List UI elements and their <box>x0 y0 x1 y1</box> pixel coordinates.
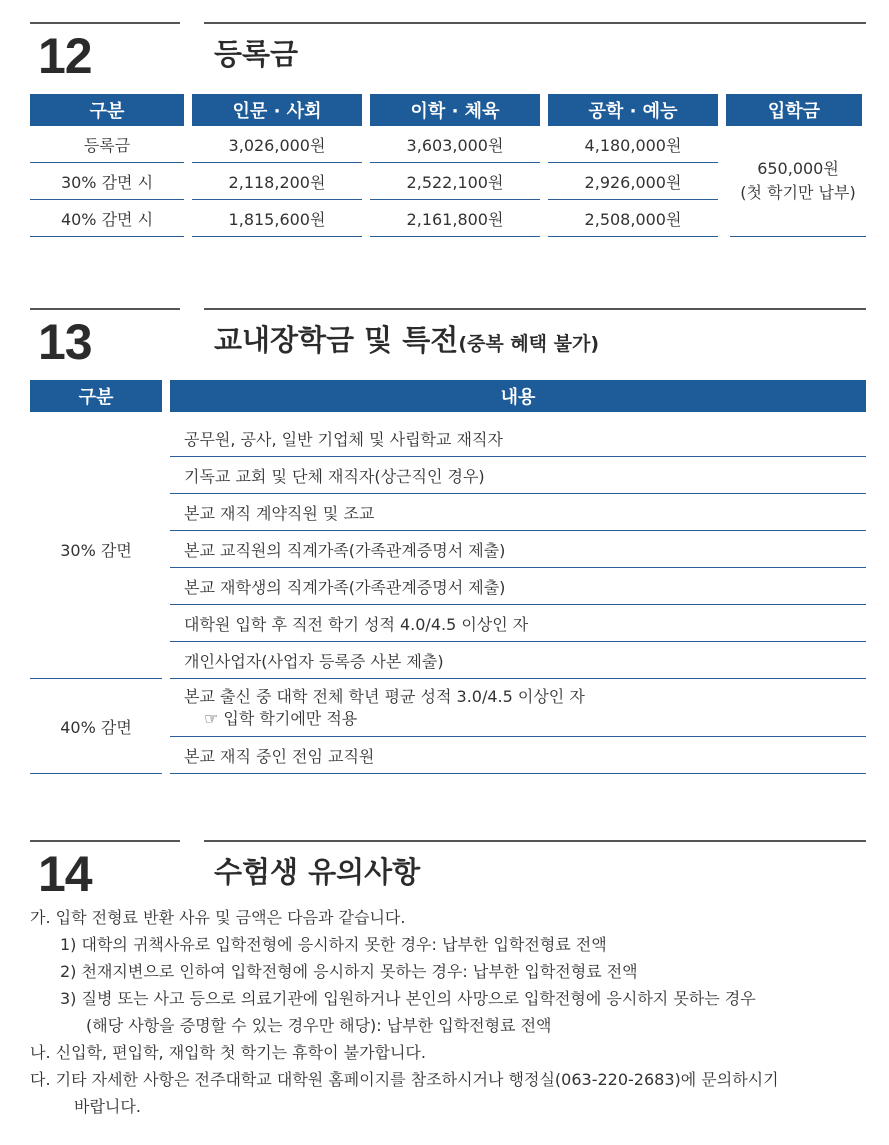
header-category: 구분 <box>30 380 162 412</box>
notice-subitem: 3) 질병 또는 사고 등으로 의료기관에 입원하거나 본인의 사망으로 입학전형에 응시하지 못하는 경우 <box>60 989 756 1008</box>
notice-list <box>30 904 866 1120</box>
notice-subitem-continued: (해당 사항을 증명할 수 있는 경우만 해당): 납부한 입학전형료 전액 <box>86 1016 552 1035</box>
value-science: 2,161,800원 <box>370 200 540 237</box>
divider <box>30 22 180 24</box>
section-notices <box>30 840 866 1140</box>
group-label: 30% 감면 <box>30 420 162 679</box>
value-humanities: 1,815,600원 <box>192 200 362 237</box>
section-header <box>30 308 866 374</box>
section-title: 수험생 유의사항 <box>214 855 421 889</box>
value-engineering: 4,180,000원 <box>548 126 718 163</box>
list-item: 기독교 교회 및 단체 재직자(상근직인 경우) <box>170 457 866 494</box>
list-item: 본교 교직원의 직계가족(가족관계증명서 제출) <box>170 531 866 568</box>
header-science: 이학 · 체육 <box>370 94 540 126</box>
item-text: 본교 출신 중 대학 전체 학년 평균 성적 3.0/4.5 이상인 자 <box>184 686 585 706</box>
group-label: 40% 감면 <box>30 679 162 774</box>
notice-item: 나. 신입학, 편입학, 재입학 첫 학기는 휴학이 불가합니다. <box>30 1043 426 1062</box>
section-number: 14 <box>38 846 92 902</box>
item-note: ☞ 입학 학기에만 적용 <box>204 708 358 728</box>
value-engineering: 2,926,000원 <box>548 163 718 200</box>
section-title-main: 교내장학금 및 특전 <box>214 323 459 357</box>
section-title: 등록금 <box>214 37 299 71</box>
group-40-percent <box>30 679 866 774</box>
header-category: 구분 <box>30 94 184 126</box>
header-engineering: 공학 · 예능 <box>548 94 718 126</box>
section-header <box>30 840 866 906</box>
list-item: 본교 재직 중인 전임 교직원 <box>170 737 866 774</box>
list-item: 본교 재직 계약직원 및 조교 <box>170 494 866 531</box>
notice-item: 가. 입학 전형료 반환 사유 및 금액은 다음과 같습니다. <box>30 908 406 927</box>
section-number: 12 <box>38 28 92 84</box>
notice-item-continued: 바랍니다. <box>74 1097 141 1116</box>
row-label: 등록금 <box>30 126 184 163</box>
row-label: 30% 감면 시 <box>30 163 184 200</box>
tuition-table <box>30 94 866 237</box>
list-item: 대학원 입학 후 직전 학기 성적 4.0/4.5 이상인 자 <box>170 605 866 642</box>
scholarship-table <box>30 380 866 774</box>
admission-fee-cell <box>730 126 866 237</box>
admission-fee-value: 650,000원 <box>757 159 839 178</box>
list-item: 공무원, 공사, 일반 기업체 및 사립학교 재직자 <box>170 420 866 457</box>
table-row <box>30 200 726 237</box>
header-admission-fee: 입학금 <box>726 94 862 126</box>
section-header <box>30 22 866 88</box>
value-science: 2,522,100원 <box>370 163 540 200</box>
list-item: 본교 재학생의 직계가족(가족관계증명서 제출) <box>170 568 866 605</box>
section-scholarship <box>30 308 866 778</box>
value-humanities: 2,118,200원 <box>192 163 362 200</box>
divider <box>30 840 180 842</box>
list-item <box>170 679 866 737</box>
table-row <box>30 163 726 200</box>
notice-item: 다. 기타 자세한 사항은 전주대학교 대학원 홈페이지를 참조하시거나 행정실(063-220-2683)에 문의하시기 <box>30 1070 779 1089</box>
divider <box>30 308 180 310</box>
list-item: 개인사업자(사업자 등록증 사본 제출) <box>170 642 866 679</box>
section-subtitle: (중복 혜택 불가) <box>458 333 600 355</box>
header-humanities: 인문 · 사회 <box>192 94 362 126</box>
section-tuition <box>30 22 866 242</box>
admission-fee-note: (첫 학기만 납부) <box>740 183 856 202</box>
row-label: 40% 감면 시 <box>30 200 184 237</box>
value-science: 3,603,000원 <box>370 126 540 163</box>
header-content: 내용 <box>170 380 866 412</box>
section-title <box>214 320 599 364</box>
divider <box>204 22 866 24</box>
table-row <box>30 126 726 163</box>
divider <box>204 308 866 310</box>
section-number: 13 <box>38 314 92 370</box>
divider <box>204 840 866 842</box>
group-30-percent <box>30 420 866 679</box>
table-header-row <box>30 380 866 412</box>
notice-subitem: 1) 대학의 귀책사유로 입학전형에 응시하지 못한 경우: 납부한 입학전형료 전액 <box>60 935 607 954</box>
table-header-row <box>30 94 866 126</box>
notice-subitem: 2) 천재지변으로 인하여 입학전형에 응시하지 못하는 경우: 납부한 입학전형료 전액 <box>60 962 638 981</box>
value-humanities: 3,026,000원 <box>192 126 362 163</box>
value-engineering: 2,508,000원 <box>548 200 718 237</box>
